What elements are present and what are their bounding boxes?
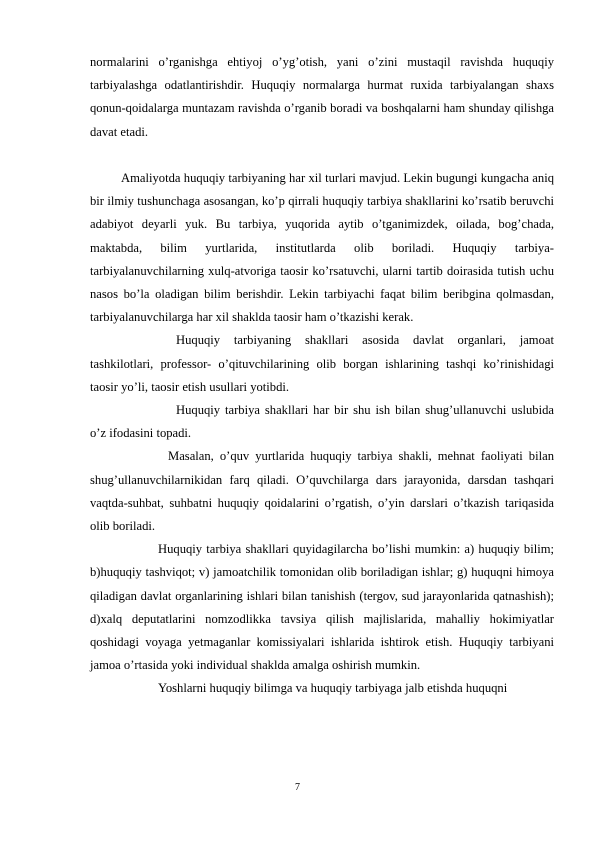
page-number: 7: [295, 782, 300, 793]
paragraph-continuation: normalarini o’rganishga ehtiyoj o’yg’otish, yani o’zini mustaqil ravishda huquqiy tarbiyalashga odatlantirishdir. Huquqiy normalarga hurmat ruxida tarbiyalangan shaxs qonun-qoidalarga muntazam ravishda o’rganib boradi va boshqalarni ham shunday qilishga davat etadi.: [90, 55, 554, 139]
paragraph-youth-involvement: Yoshlarni huquqiy bilimga va huquqiy tarbiyaga jalb etishda huquqni: [158, 681, 508, 696]
paragraph-list-of-forms: Huquqiy tarbiya shakllari quyidagilarcha bo’lishi mumkin: a) huquqiy bilim; b)huquqiy tashviqot; v) jamoatchilik tomonidan olib boriladigan ishlar; g) huquqni himoya qiladigan davlat organlarining ishlari bilan tanishish (tergov, sud jarayonlarida qatnashish); d)xalq deputatlarini nomzodlikka tavsiya qilish majlislarida, mahalliy hokimiyatlar qoshidagi voyaga yetmaganlar komissiyalari ishlarida ishtirok etish. Huquqiy tarbiyani jamoa o’rtasida yoki individual shaklda amalga oshirish mumkin.: [90, 542, 554, 673]
paragraph-basis-of-forms: Huquqiy tarbiyaning shakllari asosida davlat organlari, jamoat tashkilotlari, professor- o’qituvchilarining olib borgan ishlarining tashqi ko’rinishidagi taosir yo’li, taosir etish usullari yotibdi.: [90, 333, 554, 394]
paragraph-example-schools: Masalan, o’quv yurtlarida huquqiy tarbiya shakli, mehnat faoliyati bilan shug’ullanuvchilarnikidan farq qiladi. O’quvchilarga dars jarayonida, darsdan tashqari vaqtda-suhbat, suhbatni huquqiy qoidalarini o’rgatish, o’yin darslari o’tkazish tariqasida olib boriladi.: [90, 449, 554, 534]
paragraph-forms-of-legal-education: Amaliyotda huquqiy tarbiyaning har xil turlari mavjud. Lekin bugungi kungacha aniq bir ilmiy tushunchaga asosangan, ko’p qirrali huquqiy tarbiya shakllarini ko’rsatib beruvchi adabiyot deyarli yuk. Bu tarbiya, yuqorida aytib o’tganimizdek, oilada, bog’chada, maktabda, bilim yurtlarida, institutlarda olib boriladi. Huquqiy tarbiya- tarbiyalanuvchilarning xulq-atvoriga taosir ko’rsatuvchi, ularni tartib doirasida tutish uchu nasos bo’la oladigan bilim berishdir. Lekin tarbiyachi faqat bilim beribgina qolmasdan, tarbiyalanuvchilarga har xil shaklda taosir ham o’tkazishi kerak.: [90, 171, 554, 325]
document-body: [90, 51, 554, 701]
paragraph-style-of-forms: Huquqiy tarbiya shakllari har bir shu ish bilan shug’ullanuvchi uslubida o’z ifodasini topadi.: [90, 403, 554, 441]
paragraph-spacer: [90, 144, 554, 167]
